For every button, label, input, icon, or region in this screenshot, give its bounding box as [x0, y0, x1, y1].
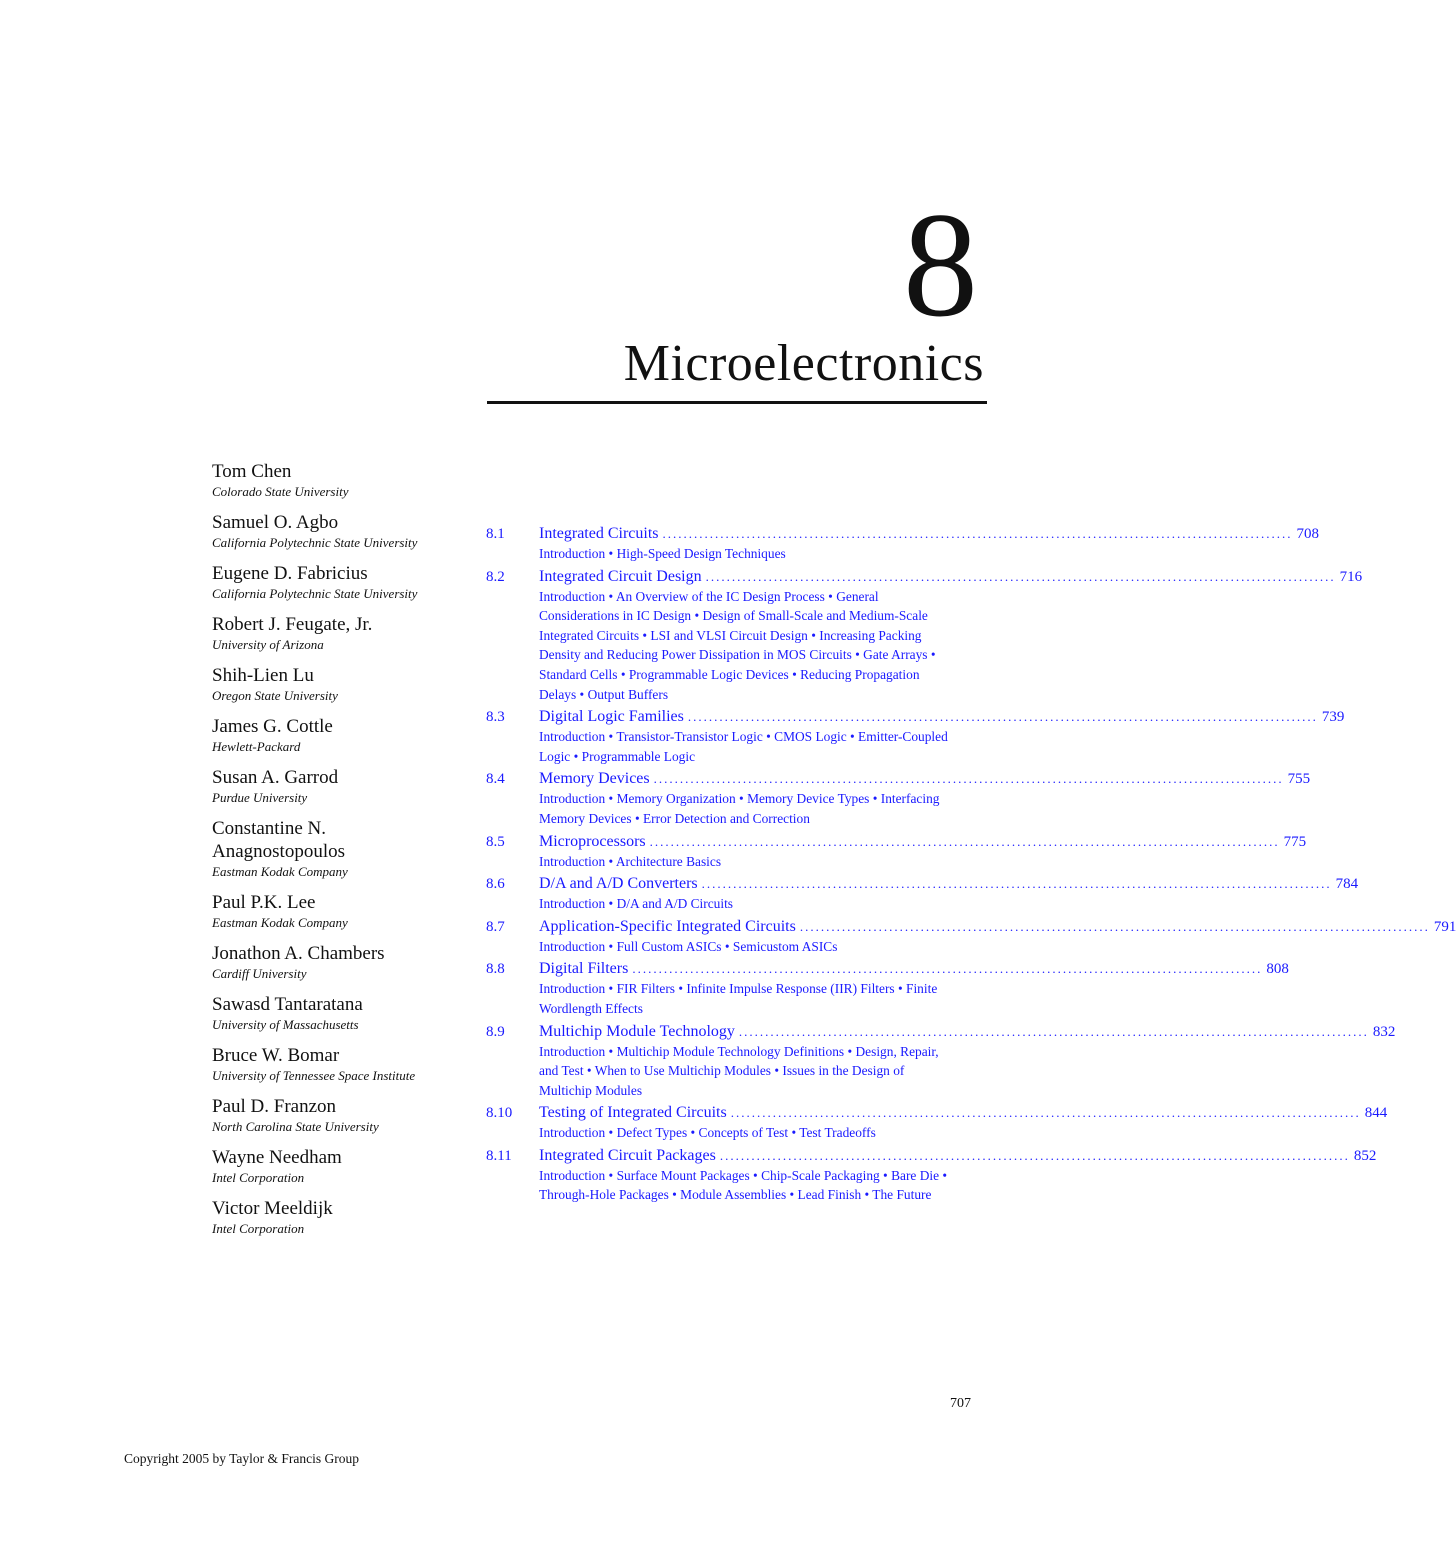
- toc-page-number[interactable]: 852: [1353, 1147, 1377, 1164]
- author-name: Sawasd Tantaratana: [212, 994, 363, 1015]
- toc-entry-8-3[interactable]: [486, 707, 1345, 766]
- toc-section-title-link[interactable]: Integrated Circuit Packages: [539, 1146, 716, 1164]
- author-name: Robert J. Feugate, Jr.: [212, 614, 373, 635]
- toc-entry-8-2[interactable]: [486, 567, 1363, 705]
- toc-section-number: 8.2: [486, 568, 505, 585]
- toc-subtopics[interactable]: Introduction • FIR Filters • Infinite Impulse Response (IIR) Filters • Finite Wordlength Effects: [539, 981, 938, 1016]
- author: [212, 1095, 482, 1135]
- author-affiliation: Intel Corporation: [212, 1170, 305, 1185]
- author: [212, 1197, 482, 1237]
- toc-entry-8-9[interactable]: [486, 1022, 1396, 1101]
- toc-page-number[interactable]: 832: [1372, 1023, 1396, 1040]
- toc-section-number: 8.10: [486, 1105, 513, 1122]
- chapter-number: 8: [903, 182, 978, 348]
- author: [212, 715, 482, 755]
- author-name: Susan A. Garrod: [212, 767, 339, 788]
- author-affiliation: Eastman Kodak Company: [212, 864, 348, 879]
- toc-subtopics[interactable]: Introduction • Architecture Basics: [539, 853, 722, 869]
- author-affiliation: Colorado State University: [212, 484, 349, 499]
- toc-entry-8-1[interactable]: [486, 524, 1320, 564]
- author-affiliation: California Polytechnic State University: [212, 586, 418, 601]
- author-name: Paul P.K. Lee: [212, 892, 316, 913]
- author: [212, 511, 482, 551]
- toc-page-number[interactable]: 716: [1339, 568, 1363, 585]
- toc-leader-dots: ........................................................................................................................: [701, 876, 1332, 892]
- toc-page-number[interactable]: 784: [1335, 876, 1359, 893]
- toc-leader-dots: ........................................................................................................................: [738, 1023, 1369, 1039]
- toc-page-number[interactable]: 708: [1296, 526, 1320, 542]
- toc-leader-dots: ........................................................................................................................: [687, 709, 1318, 725]
- page-number: 707: [950, 1396, 971, 1411]
- toc-page-number[interactable]: 808: [1266, 961, 1289, 978]
- author: [212, 562, 482, 602]
- author-name: Shih-Lien Lu: [212, 665, 314, 686]
- toc-subtopics[interactable]: Introduction • Multichip Module Technology Definitions • Design, Repair, and Test • When to Use Multichip Modules • Issues in the Design of Multichip Modules: [539, 1043, 939, 1098]
- toc-page-number[interactable]: 844: [1364, 1105, 1388, 1122]
- toc-leader-dots: ........................................................................................................................: [649, 833, 1280, 849]
- author: [212, 817, 482, 880]
- toc-section-title-link[interactable]: Microprocessors: [539, 832, 646, 850]
- author-affiliation: North Carolina State University: [212, 1119, 379, 1134]
- toc-leader-dots: ........................................................................................................................: [730, 1105, 1361, 1121]
- toc-subtopics[interactable]: Introduction • Defect Types • Concepts of Test • Test Tradeoffs: [539, 1125, 876, 1141]
- author: [212, 766, 482, 806]
- author-affiliation: Eastman Kodak Company: [212, 915, 348, 930]
- author-name: Samuel O. Agbo: [212, 512, 339, 533]
- toc-section-title-link[interactable]: Application-Specific Integrated Circuits: [539, 917, 796, 935]
- author-name: Eugene D. Fabricius: [212, 563, 368, 584]
- copyright-notice: Copyright 2005 by Taylor & Francis Group: [124, 1451, 360, 1466]
- toc-subtopics[interactable]: Introduction • High-Speed Design Techniques: [539, 546, 786, 561]
- author: [212, 613, 482, 653]
- toc-section-title-link[interactable]: Integrated Circuits: [539, 525, 659, 542]
- toc-subtopics[interactable]: Introduction • Surface Mount Packages • Chip-Scale Packaging • Bare Die • Through-Hole Packages • Module Assemblies • Lead Finish • The Future: [539, 1167, 948, 1203]
- toc-subtopics[interactable]: Introduction • Full Custom ASICs • Semicustom ASICs: [539, 938, 838, 954]
- toc-section-number: 8.4: [486, 771, 505, 788]
- author-name: Tom Chen: [212, 461, 292, 482]
- toc-section-title-link[interactable]: Testing of Integrated Circuits: [539, 1104, 727, 1122]
- toc-subtopics[interactable]: Introduction • Transistor-Transistor Logic • CMOS Logic • Emitter-Coupled Logic • Programmable Logic: [539, 729, 948, 764]
- toc-entry-8-10[interactable]: [486, 1103, 1388, 1143]
- toc-entry-8-7[interactable]: [486, 917, 1456, 957]
- toc-subtopics[interactable]: Introduction • D/A and A/D Circuits: [539, 896, 733, 912]
- toc-leader-dots: ........................................................................................................................: [662, 526, 1293, 541]
- author-name: Jonathon A. Chambers: [212, 943, 385, 964]
- toc-section-number: 8.7: [486, 918, 505, 935]
- author-affiliation: Oregon State University: [212, 688, 338, 703]
- author-name: Wayne Needham: [212, 1147, 342, 1168]
- toc-leader-dots: ........................................................................................................................: [653, 771, 1284, 787]
- author: [212, 664, 482, 704]
- toc-leader-dots: ........................................................................................................................: [799, 918, 1430, 934]
- toc-section-number: 8.9: [486, 1023, 505, 1040]
- toc-section-title-link[interactable]: Integrated Circuit Design: [539, 567, 702, 585]
- author: [212, 993, 482, 1033]
- toc-page-number[interactable]: 775: [1283, 833, 1307, 850]
- author: [212, 1146, 482, 1186]
- toc-page-number[interactable]: 755: [1287, 771, 1311, 788]
- author: [212, 460, 482, 500]
- author: [212, 942, 482, 982]
- toc-leader-dots: ........................................................................................................................: [719, 1147, 1350, 1163]
- toc-entry-8-5[interactable]: [486, 832, 1307, 872]
- table-of-contents: [486, 524, 1456, 1208]
- author-name: Constantine N. Anagnostopoulos: [212, 818, 345, 862]
- author-affiliation: Cardiff University: [212, 966, 307, 981]
- toc-page-number[interactable]: 739: [1321, 709, 1345, 726]
- title-divider: [487, 401, 987, 404]
- toc-section-title-link[interactable]: Multichip Module Technology: [539, 1022, 735, 1040]
- toc-section-title-link[interactable]: Digital Filters: [539, 960, 629, 978]
- toc-section-title-link[interactable]: Memory Devices: [539, 770, 650, 788]
- toc-entry-8-6[interactable]: [486, 874, 1359, 914]
- author: [212, 1044, 482, 1084]
- toc-section-number: 8.3: [486, 709, 505, 726]
- author-list: [212, 460, 482, 1248]
- toc-section-number: 8.5: [486, 833, 505, 850]
- toc-subtopics[interactable]: Introduction • Memory Organization • Memory Device Types • Interfacing Memory Devices • Error Detection and Correction: [539, 791, 940, 826]
- toc-leader-dots: ........................................................................................................................: [705, 568, 1336, 584]
- author-affiliation: University of Massachusetts: [212, 1017, 359, 1032]
- toc-section-number: 8.6: [486, 876, 505, 893]
- author-name: Victor Meeldijk: [212, 1198, 333, 1219]
- toc-entry-8-11[interactable]: [486, 1146, 1377, 1205]
- chapter-title: Microelectronics: [623, 335, 984, 392]
- author-affiliation: Hewlett-Packard: [212, 739, 301, 754]
- author: [212, 891, 482, 931]
- author-affiliation: Purdue University: [212, 790, 308, 805]
- author-affiliation: Intel Corporation: [212, 1221, 305, 1236]
- toc-subtopics[interactable]: Introduction • An Overview of the IC Design Process • General Considerations in IC Design • Design of Small-Scale and Medium-Scale Integrated Circuits • LSI and VLSI Circuit Design • Increasing Packing Density and Reducing Power Dissipation in MOS Circuits • Gate Arrays • Standard Cells • Programmable Logic Devices • Reducing Propagation Delays • Output Buffers: [539, 588, 936, 702]
- author-name: Paul D. Franzon: [212, 1096, 337, 1117]
- toc-entry-8-4[interactable]: [486, 769, 1311, 828]
- toc-page-number[interactable]: 791: [1433, 918, 1456, 935]
- author-affiliation: University of Tennessee Space Institute: [212, 1068, 416, 1083]
- toc-section-title-link[interactable]: Digital Logic Families: [539, 708, 684, 726]
- author-affiliation: University of Arizona: [212, 637, 324, 652]
- toc-leader-dots: ........................................................................................................................: [632, 961, 1263, 977]
- author-name: James G. Cottle: [212, 716, 333, 737]
- toc-section-number: 8.8: [486, 961, 505, 978]
- toc-entry-8-8[interactable]: [486, 959, 1289, 1018]
- toc-section-title-link[interactable]: D/A and A/D Converters: [539, 875, 698, 893]
- toc-section-number: 8.11: [486, 1147, 512, 1164]
- author-affiliation: California Polytechnic State University: [212, 535, 418, 550]
- toc-section-number: 8.1: [486, 526, 505, 542]
- author-name: Bruce W. Bomar: [212, 1045, 340, 1066]
